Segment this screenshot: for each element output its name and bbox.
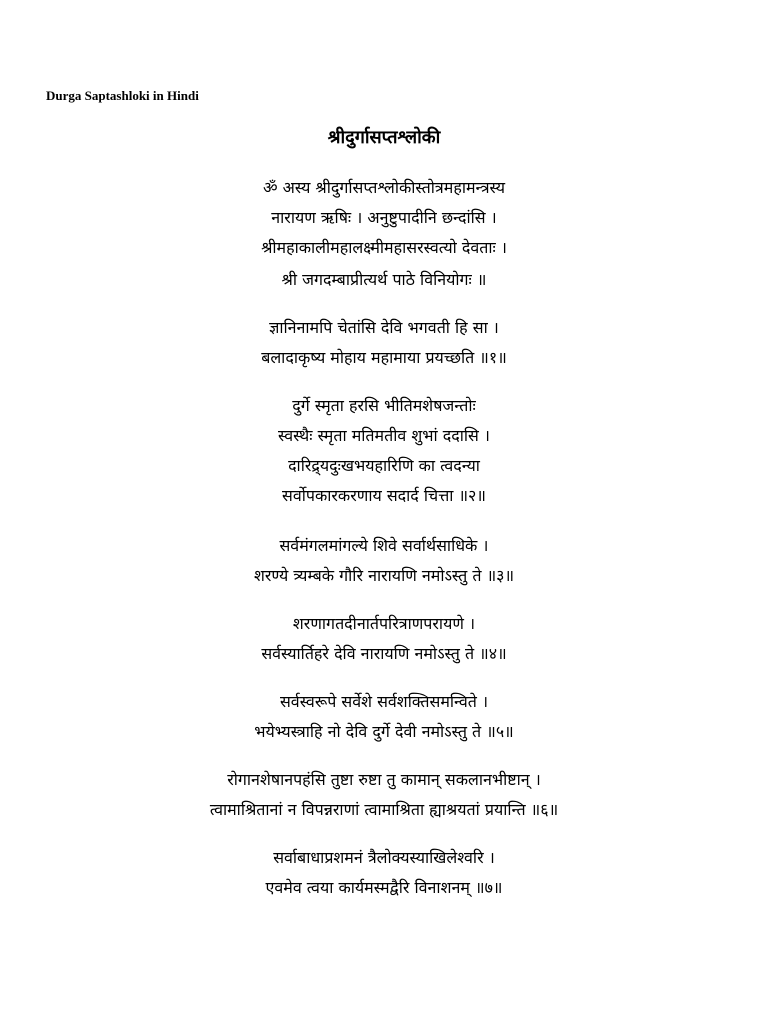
verse-line: सर्वमंगलमांगल्ये शिवे सर्वार्थसाधिके । (279, 536, 489, 555)
verse-line: ज्ञानिनामपि चेतांसि देवि भगवती हि सा । (269, 318, 499, 337)
verse-line: श्रीमहाकालीमहालक्ष्मीमहासरस्वत्यो देवताः । (261, 238, 507, 257)
verse-line: त्वामाश्रितानां न विपन्नराणां त्वामाश्रिता ह्याश्रयतां प्रयान्ति ॥६॥ (209, 800, 559, 819)
verse-line: दुर्गे स्मृता हरसि भीतिमशेषजन्तोः (292, 396, 476, 415)
verse-line: दारिद्र्यदुःखभयहारिणि का त्वदन्या (288, 456, 480, 475)
document-title: श्रीदुर्गासप्तश्लोकी (327, 127, 441, 148)
verse-line: स्वस्थैः स्मृता मतिमतीव शुभां ददासि । (278, 426, 490, 445)
verse-line: श्री जगदम्बाप्रीत्यर्थ पाठे विनियोगः ॥ (281, 270, 487, 289)
verse-line: शरण्ये त्र्यम्बके गौरि नारायणि नमोऽस्तु ते ॥३॥ (253, 566, 515, 585)
verse-line: रोगानशेषानपहंसि तुष्टा रुष्टा तु कामान् सकलानभीष्टान् । (227, 770, 541, 789)
verse-line: बलादाकृष्य मोहाय महामाया प्रयच्छति ॥१॥ (261, 348, 507, 367)
verse-line: ॐ अस्य श्रीदुर्गासप्तश्लोकीस्तोत्रमहामन्त्रस्य (262, 178, 506, 197)
verse-line: सर्वाबाधाप्रशमनं त्रैलोक्यस्याखिलेश्वरि । (273, 848, 495, 867)
page-heading: Durga Saptashloki in Hindi (46, 88, 199, 103)
verse-line: सर्वस्यार्तिहरे देवि नारायणि नमोऽस्तु ते ॥४॥ (261, 644, 507, 663)
verse-line: एवमेव त्वया कार्यमस्मद्वैरि विनाशनम् ॥७॥ (265, 878, 503, 897)
verse-line: सर्वस्वरूपे सर्वेशे सर्वशक्तिसमन्विते । (279, 692, 489, 711)
verse-line: भयेभ्यस्त्राहि नो देवि दुर्गे देवी नमोऽस्तु ते ॥५॥ (254, 722, 514, 741)
verse-line: नारायण ऋषिः । अनुष्टुपादीनि छन्दांसि । (271, 208, 497, 227)
verse-line: शरणागतदीनार्तपरित्राणपरायणे । (292, 614, 476, 633)
verse-line: सर्वोपकारकरणाय सदार्द चित्ता ॥२॥ (282, 486, 486, 505)
